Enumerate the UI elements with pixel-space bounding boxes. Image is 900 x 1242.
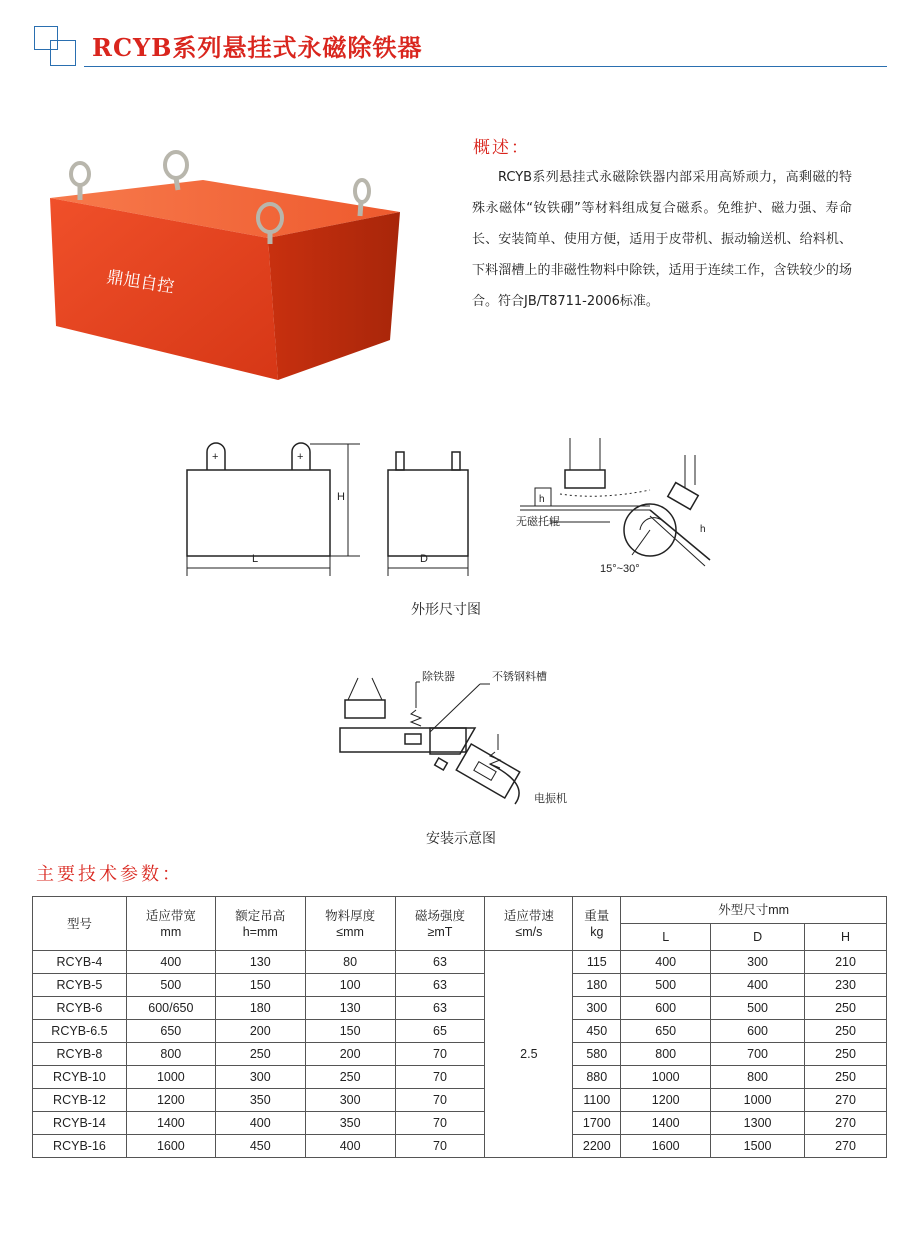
col-dim-h: H [805, 924, 887, 951]
cell-thick: 150 [305, 1020, 395, 1043]
roller-label: 无磁托辊 [516, 516, 560, 528]
cell-hang: 300 [215, 1066, 305, 1089]
col-model: 型号 [33, 897, 127, 951]
cell-l: 800 [621, 1043, 711, 1066]
chute-label: 不锈钢料槽 [492, 671, 547, 683]
cell-h: 270 [805, 1112, 887, 1135]
cell-field: 65 [395, 1020, 485, 1043]
cell-hang: 150 [215, 974, 305, 997]
cell-belt: 1200 [126, 1089, 215, 1112]
cell-thick: 400 [305, 1135, 395, 1158]
cell-d: 300 [711, 951, 805, 974]
install-caption: 安装示意图 [426, 831, 496, 847]
cell-model: RCYB-16 [33, 1135, 127, 1158]
table-row [33, 1112, 887, 1135]
cell-thick: 80 [305, 951, 395, 974]
cell-l: 1400 [621, 1112, 711, 1135]
params-heading: 主要技术参数： [36, 864, 183, 885]
cell-model: RCYB-6.5 [33, 1020, 127, 1043]
side-view-body [388, 470, 468, 556]
table-row [33, 1066, 887, 1089]
cell-thick: 100 [305, 974, 395, 997]
page-title: RCYB系列悬挂式永磁除铁器 [92, 33, 423, 62]
cell-hang: 250 [215, 1043, 305, 1066]
brand-label: 鼎旭自控 [105, 267, 176, 297]
cell-field: 63 [395, 951, 485, 974]
cell-thick: 350 [305, 1112, 395, 1135]
cell-field: 70 [395, 1066, 485, 1089]
col-belt-width: 适应带宽 mm [126, 897, 215, 951]
magnet-side-face [268, 212, 400, 380]
cell-h: 230 [805, 974, 887, 997]
col-speed: 适应带速 ≤m/s [485, 897, 573, 951]
cell-h: 250 [805, 1043, 887, 1066]
cell-model: RCYB-10 [33, 1066, 127, 1089]
cell-hang: 130 [215, 951, 305, 974]
col-dim-d: D [711, 924, 805, 951]
cell-field: 70 [395, 1112, 485, 1135]
dim-h-lower-2: h [700, 524, 706, 535]
col-dims: 外型尺寸mm [621, 897, 887, 924]
cell-belt: 600/650 [126, 997, 215, 1020]
table-row [33, 997, 887, 1020]
cell-h: 250 [805, 1020, 887, 1043]
cell-field: 70 [395, 1135, 485, 1158]
cell-l: 1000 [621, 1066, 711, 1089]
cell-belt: 1600 [126, 1135, 215, 1158]
cell-hang: 200 [215, 1020, 305, 1043]
cell-weight: 880 [573, 1066, 621, 1089]
cell-h: 210 [805, 951, 887, 974]
table-row [33, 974, 887, 997]
cell-h: 270 [805, 1089, 887, 1112]
cell-h: 250 [805, 1066, 887, 1089]
vibrator-label: 电振机 [534, 793, 567, 805]
dim-l: L [252, 553, 259, 565]
cell-h: 250 [805, 997, 887, 1020]
cell-speed: 2.5 [485, 951, 573, 1158]
dimension-caption: 外形尺寸图 [411, 602, 481, 618]
cell-belt: 1400 [126, 1112, 215, 1135]
cell-field: 63 [395, 997, 485, 1020]
cell-model: RCYB-6 [33, 997, 127, 1020]
col-dim-l: L [621, 924, 711, 951]
cell-model: RCYB-5 [33, 974, 127, 997]
svg-text:+: + [212, 451, 219, 463]
install-diagram [330, 664, 610, 814]
cell-weight: 115 [573, 951, 621, 974]
dim-h-upper: H [337, 491, 345, 503]
cell-l: 400 [621, 951, 711, 974]
cell-hang: 180 [215, 997, 305, 1020]
cell-hang: 350 [215, 1089, 305, 1112]
cell-model: RCYB-4 [33, 951, 127, 974]
cell-d: 1000 [711, 1089, 805, 1112]
cell-weight: 1100 [573, 1089, 621, 1112]
cell-d: 1300 [711, 1112, 805, 1135]
overview-heading: 概述： [473, 138, 530, 158]
table-row [33, 1020, 887, 1043]
table-row [33, 1043, 887, 1066]
cell-l: 500 [621, 974, 711, 997]
col-weight: 重量 kg [573, 897, 621, 951]
cell-thick: 300 [305, 1089, 395, 1112]
cell-field: 70 [395, 1089, 485, 1112]
cell-weight: 1700 [573, 1112, 621, 1135]
cell-h: 270 [805, 1135, 887, 1158]
cell-l: 1200 [621, 1089, 711, 1112]
svg-text:+: + [297, 451, 304, 463]
spec-table [32, 896, 887, 1158]
overview-text: RCYB系列悬挂式永磁除铁器内部采用高矫顽力，高剩磁的特殊永磁体“钕铁硼”等材料组成复合磁系。免维护、磁力强、寿命长、安装简单、使用方便，适用于皮带机、振动输送机、给料机、下料溜槽上的非磁性物料中除铁，适用于连续工作，含铁较少的场合。符合JB/T8711-2006标准。 [472, 170, 852, 309]
angle-label: 15°~30° [600, 563, 640, 575]
table-row [33, 1135, 887, 1158]
cell-belt: 800 [126, 1043, 215, 1066]
cell-d: 1500 [711, 1135, 805, 1158]
cell-l: 1600 [621, 1135, 711, 1158]
table-row [33, 1089, 887, 1112]
cell-belt: 400 [126, 951, 215, 974]
cell-belt: 650 [126, 1020, 215, 1043]
separator-label: 除铁器 [422, 671, 455, 683]
product-photo [28, 140, 428, 390]
dim-h-lower-1: h [539, 494, 545, 505]
col-field: 磁场强度 ≥mT [395, 897, 485, 951]
dim-d: D [420, 553, 428, 565]
cell-field: 63 [395, 974, 485, 997]
title-divider [84, 66, 887, 67]
cell-thick: 200 [305, 1043, 395, 1066]
cell-l: 650 [621, 1020, 711, 1043]
cell-l: 600 [621, 997, 711, 1020]
cell-weight: 300 [573, 997, 621, 1020]
dimension-diagram [170, 430, 750, 590]
cell-belt: 500 [126, 974, 215, 997]
cell-weight: 2200 [573, 1135, 621, 1158]
col-hang-height: 额定吊高 h=mm [215, 897, 305, 951]
cell-belt: 1000 [126, 1066, 215, 1089]
cell-weight: 580 [573, 1043, 621, 1066]
table-row [33, 951, 887, 974]
cell-thick: 250 [305, 1066, 395, 1089]
cell-d: 500 [711, 997, 805, 1020]
cell-model: RCYB-12 [33, 1089, 127, 1112]
front-view-body [187, 470, 330, 556]
cell-field: 70 [395, 1043, 485, 1066]
cell-model: RCYB-8 [33, 1043, 127, 1066]
cell-d: 700 [711, 1043, 805, 1066]
cell-d: 600 [711, 1020, 805, 1043]
cell-weight: 180 [573, 974, 621, 997]
cell-hang: 450 [215, 1135, 305, 1158]
cell-hang: 400 [215, 1112, 305, 1135]
cell-thick: 130 [305, 997, 395, 1020]
cell-model: RCYB-14 [33, 1112, 127, 1135]
col-thickness: 物料厚度 ≤mm [305, 897, 395, 951]
cell-d: 800 [711, 1066, 805, 1089]
cell-d: 400 [711, 974, 805, 997]
cell-weight: 450 [573, 1020, 621, 1043]
